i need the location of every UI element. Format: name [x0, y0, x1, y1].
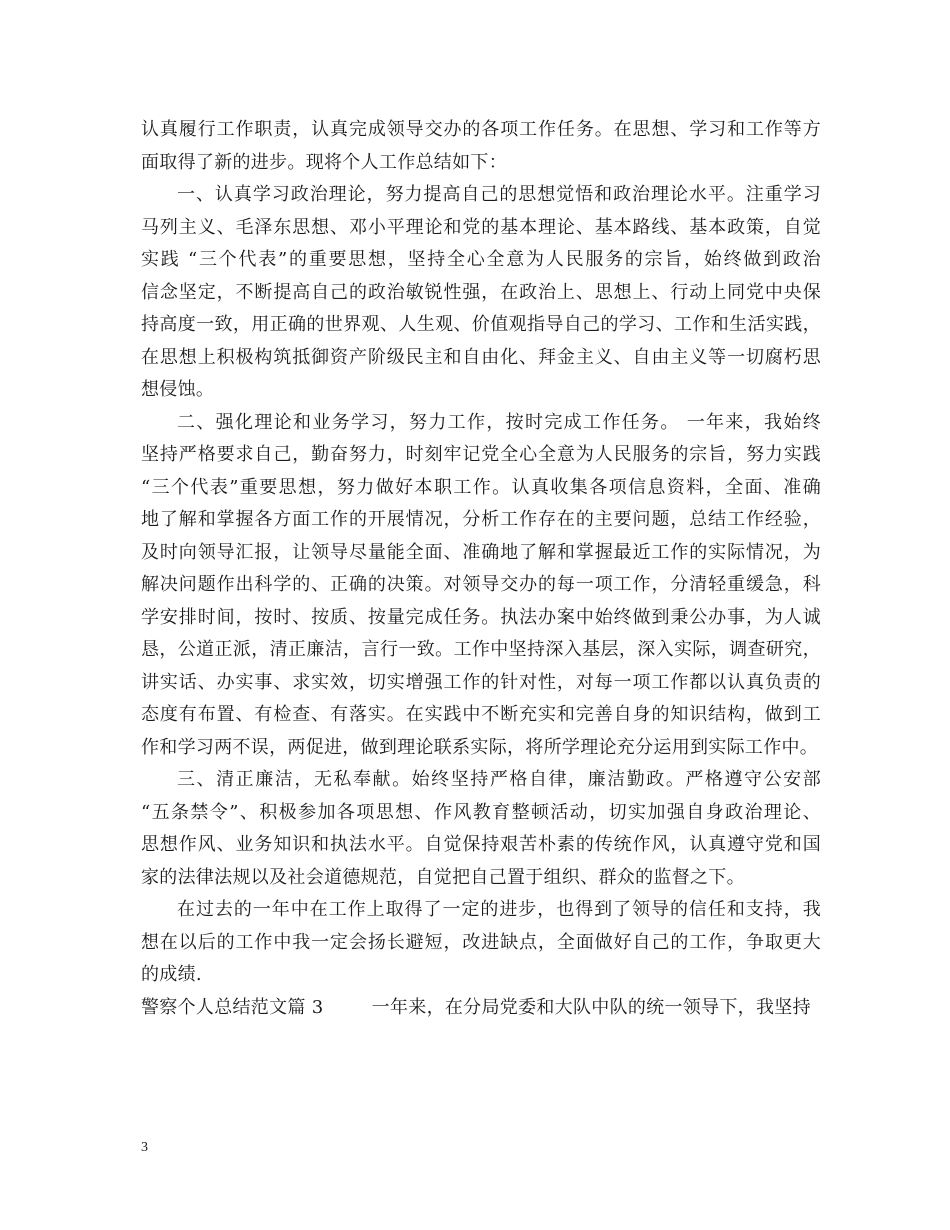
text-line: 想侵蚀。	[141, 379, 215, 400]
section-gap	[323, 997, 371, 1018]
text-line: 三、清正廉洁，无私奉献。始终坚持严格自律，廉洁勤政。严格遵守公安部	[177, 769, 821, 790]
text-line: 学安排时间，按时、按质、按量完成任务。执法办案中始终做到秉公办事，为人诚	[141, 606, 821, 628]
text-line: 认真履行工作职责，认真完成领导交办的各项工作任务。在思想、学习和工作等方	[141, 119, 821, 140]
text-line: 作和学习两不误，两促进，做到理论联系实际，将所学理论充分运用到实际工作中。	[141, 736, 819, 758]
paragraph-intro	[141, 114, 821, 179]
next-section-line	[141, 992, 821, 1025]
text-line: 马列主义、毛泽东思想、邓小平理论和党的基本理论、基本路线、基本政策，自觉	[141, 216, 821, 238]
text-line: 想在以后的工作中我一定会扬长避短，改进缺点，全面做好自己的工作，争取更大	[141, 931, 821, 953]
text-line: 解决问题作出科学的、正确的决策。对领导交办的每一项工作，分清轻重缓急，科	[141, 574, 821, 595]
paragraph-business-study	[141, 407, 821, 765]
text-line: 家的法律法规以及社会道德规范，自觉把自己置于组织、群众的监督之下。	[141, 866, 745, 888]
text-line: 思想作风、业务知识和执法水平。自觉保持艰苦朴素的传统作风，认真遵守党和国	[141, 834, 821, 855]
text-line: 信念坚定，不断提高自己的政治敏锐性强，在政治上、思想上、行动上同党中央保	[141, 281, 821, 303]
text-line: 地了解和掌握各方面工作的开展情况，分析工作存在的主要问题，总结工作经验，	[141, 509, 821, 530]
text-line: 在思想上积极构筑抵御资产阶级民主和自由化、拜金主义、自由主义等一切腐朽思	[141, 346, 821, 368]
page-number: 3	[141, 1140, 148, 1155]
text-line: 的成绩.	[141, 964, 202, 985]
text-line: 面取得了新的进步。现将个人工作总结如下：	[141, 151, 507, 173]
text-line: 及时向领导汇报，让领导尽量能全面、准确地了解和掌握最近工作的实际情况，为	[141, 541, 821, 563]
text-line: 坚持严格要求自己，勤奋努力，时刻牢记党全心全意为人民服务的宗旨，努力实践	[141, 444, 821, 465]
text-line: 二、强化理论和业务学习，努力工作，按时完成工作任务。 一年来，我始终	[177, 411, 821, 433]
text-line: 态度有布置、有检查、有落实。在实践中不断充实和完善自身的知识结构，做到工	[141, 704, 821, 725]
text-line: “三个代表”重要思想，努力做好本职工作。认真收集各项信息资料，全面、准确	[141, 476, 821, 498]
text-line: 在过去的一年中在工作上取得了一定的进步，也得到了领导的信任和支持，我	[177, 899, 821, 920]
text-line: 讲实话、办实事、求实效，切实增强工作的针对性，对每一项工作都以认真负责的	[141, 671, 821, 693]
section-opening-text: 一年来，在分局党委和大队中队的统一领导下，我坚持	[371, 996, 811, 1018]
paragraph-integrity	[141, 764, 821, 894]
next-section	[141, 992, 821, 1025]
text-line: 一、认真学习政治理论，努力提高自己的思想觉悟和政治理论水平。注重学习	[177, 184, 821, 205]
text-line: 恳，公道正派，清正廉洁，言行一致。工作中坚持深入基层，深入实际，调查研究，	[141, 639, 821, 660]
paragraph-political-theory	[141, 179, 821, 407]
text-line: “五条禁令”、积极参加各项思想、作风教育整顿活动，切实加强自身政治理论、	[141, 801, 821, 823]
text-line: 持高度一致，用正确的世界观、人生观、价值观指导自己的学习、工作和生活实践，	[141, 314, 821, 335]
section-heading: 警察个人总结范文篇 3	[141, 996, 324, 1018]
document-body	[141, 114, 821, 1024]
paragraph-conclusion	[141, 894, 821, 992]
text-line: 实践 “三个代表”的重要思想，坚持全心全意为人民服务的宗旨，始终做到政治	[141, 249, 821, 270]
